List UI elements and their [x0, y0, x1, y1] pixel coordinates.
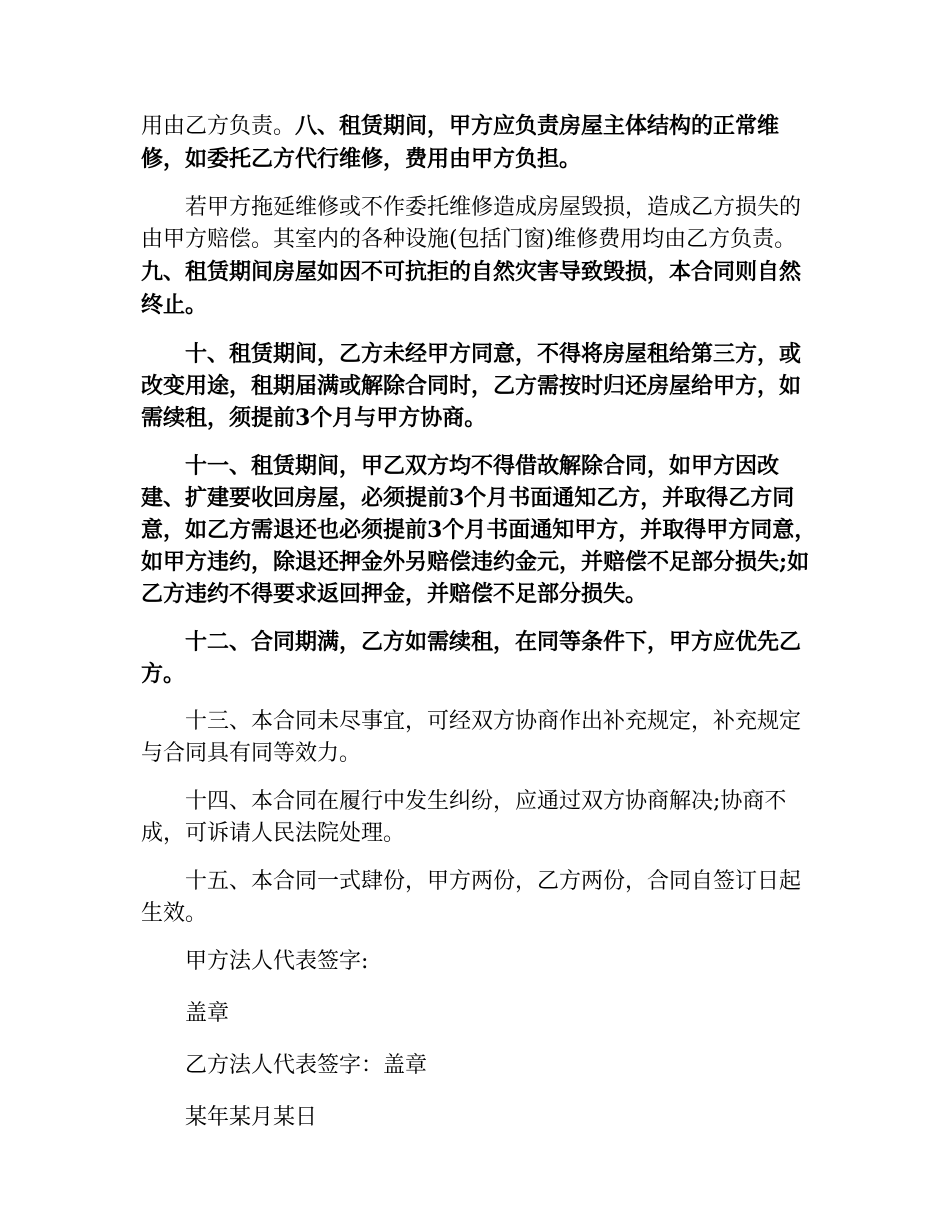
paragraph-text: 用由乙方负责。 [141, 114, 296, 139]
party-b-signature-line: 乙方法人代表签字：盖章 [185, 1053, 428, 1078]
paragraph-clause-8 [141, 110, 821, 176]
party-a-signature-line: 甲方法人代表签字: [185, 949, 369, 974]
clause-15-text: 十五、本合同一式肆份，甲方两份，乙方两份，合同自签订日起生效。 [141, 869, 802, 926]
paragraph-clause-9 [141, 192, 821, 322]
paragraph-clause-15 [141, 866, 821, 930]
paragraph-clause-11 [141, 450, 821, 610]
paragraph-clause-12 [141, 626, 821, 690]
clause-13-text: 十三、本合同未尽事宜，可经双方协商作出补充规定，补充规定与合同具有同等效力。 [141, 709, 802, 766]
clause-10-text: 十、租赁期间，乙方未经甲方同意，不得将房屋租给第三方，或改变用途，租期届满或解除合同时，乙方需按时归还房屋给甲方，如需续租，须提前3个月与甲方协商。 [141, 341, 802, 431]
paragraph-clause-14 [141, 786, 821, 850]
paragraph-text: 若甲方拖延维修或不作委托维修造成房屋毁损，造成乙方损失的由甲方赔偿。其室内的各种设施(包括门窗)维修费用均由乙方负责。 [141, 195, 802, 252]
paragraph-clause-10 [141, 338, 821, 434]
party-a-seal-line: 盖章 [185, 1001, 230, 1026]
clause-11-text: 十一、租赁期间，甲乙双方均不得借故解除合同，如甲方因改建、扩建要收回房屋，必须提前3个月书面通知乙方，并取得乙方同意，如乙方需退还也必须提前3个月书面通知甲方，并取得甲方同意，如甲方违约，除退还押金外另赔偿违约金元，并赔偿不足部分损失;如乙方违约不得要求返回押金，并赔偿不足部分损失。 [141, 453, 817, 607]
clause-14-text: 十四、本合同在履行中发生纠纷，应通过双方协商解决;协商不成，可诉请人民法院处理。 [141, 789, 787, 846]
document-page [141, 110, 821, 1154]
clause-12-text: 十二、合同期满，乙方如需续租，在同等条件下，甲方应优先乙方。 [141, 629, 802, 687]
paragraph-clause-13 [141, 706, 821, 770]
clause-9-text: 九、租赁期间房屋如因不可抗拒的自然灾害导致毁损，本合同则自然终止。 [141, 259, 802, 318]
date-line: 某年某月某日 [185, 1105, 318, 1130]
clause-8-text: 八、租赁期间，甲方应负责房屋主体结构的正常维修，如委托乙方代行维修，费用由甲方负担。 [141, 113, 780, 172]
